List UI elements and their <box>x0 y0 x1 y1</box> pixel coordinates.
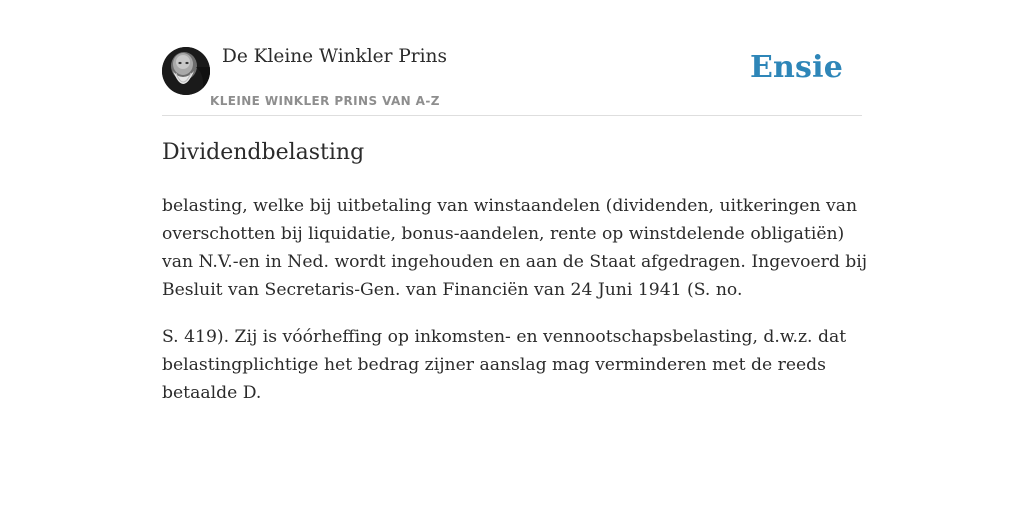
paragraph-line: Besluit van Secretaris-Gen. van Financiën van 24 Juni 1941 (S. no. <box>162 280 743 300</box>
paragraph-line: S. 419). Zij is vóórheffing op inkomsten- en vennootschapsbelasting, d.w.z. dat <box>162 327 847 347</box>
article-paragraph <box>162 323 862 407</box>
paragraph-line: overschotten bij liquidatie, bonus-aandelen, rente op winstdelende obligatiën) <box>162 224 845 244</box>
site-header <box>162 0 862 116</box>
paragraph-line: van N.V.-en in Ned. wordt ingehouden en aan de Staat afgedragen. Ingevoerd bij <box>162 252 868 272</box>
paragraph-line: belasting, welke bij uitbetaling van winstaandelen (dividenden, uitkeringen van <box>162 196 858 216</box>
site-title[interactable]: De Kleine Winkler Prins <box>222 46 447 67</box>
portrait-avatar-icon[interactable] <box>162 47 210 95</box>
article-title: Dividendbelasting <box>162 140 365 165</box>
article-paragraph <box>162 192 868 304</box>
paragraph-line: belastingplichtige het bedrag zijner aanslag mag verminderen met de reeds <box>162 355 826 375</box>
page-container <box>162 0 868 403</box>
site-subtitle[interactable]: KLEINE WINKLER PRINS VAN A-Z <box>210 94 440 108</box>
paragraph-line: betaalde D. <box>162 383 262 403</box>
brand-logo[interactable]: Ensie <box>749 50 843 85</box>
